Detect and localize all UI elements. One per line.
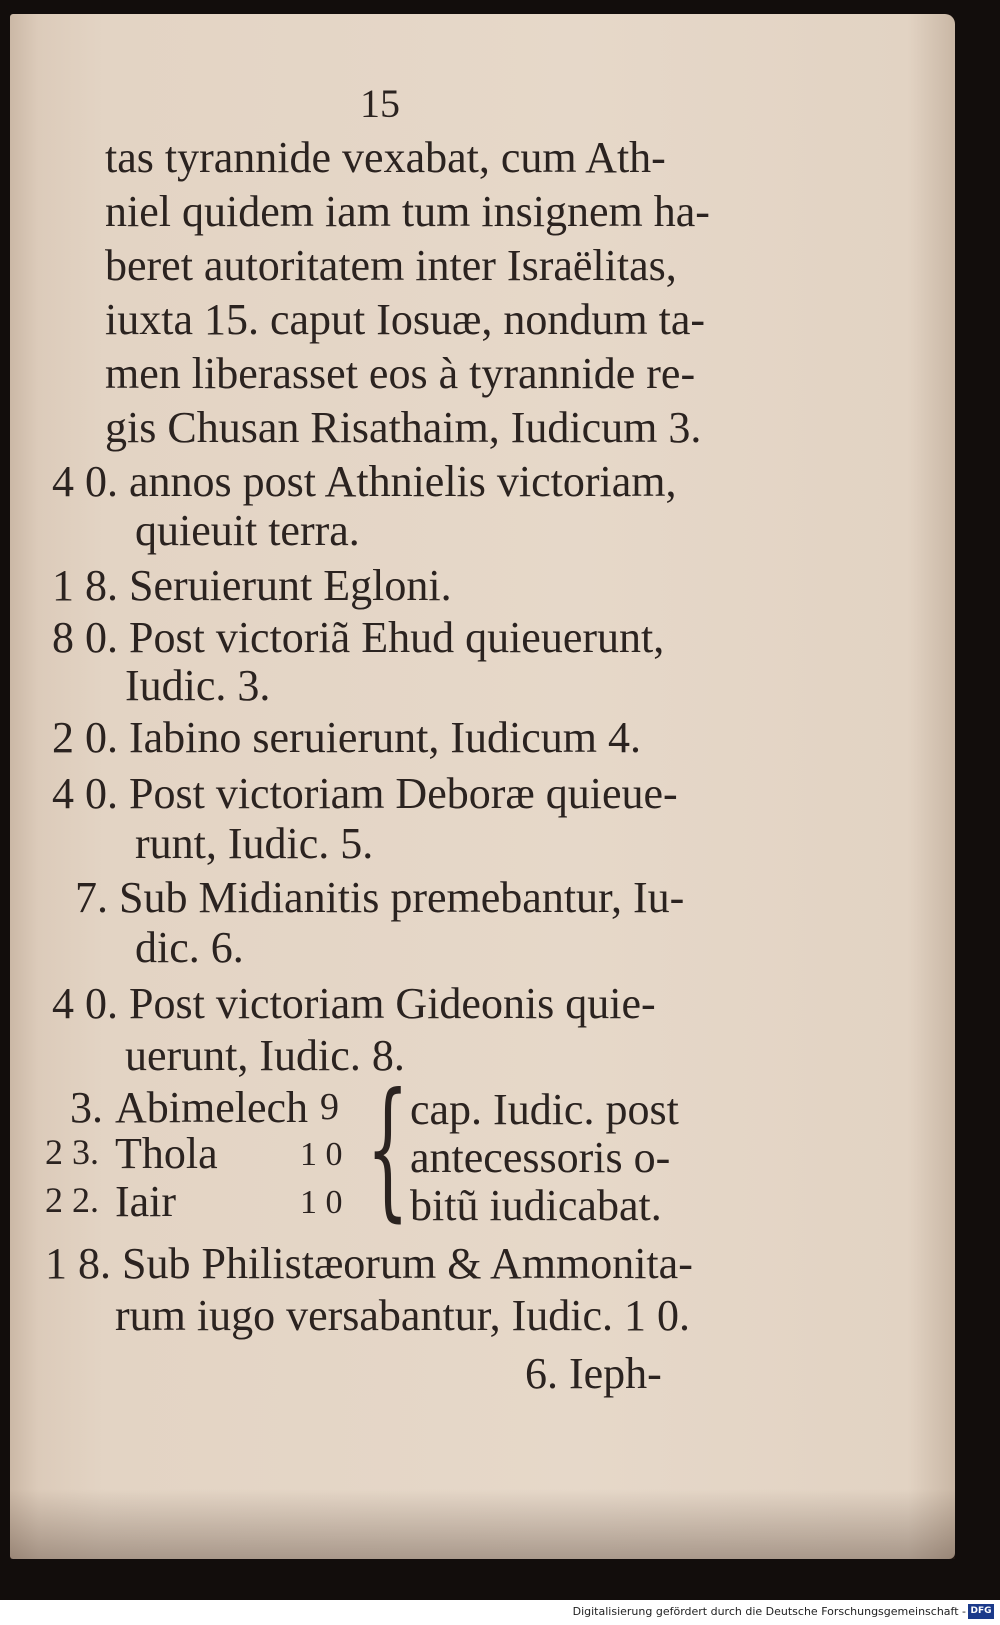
dfg-logo: DFG [968,1604,994,1619]
judge-name: Thola [115,1129,218,1178]
text-line: uerunt, Iudic. 8. [125,1031,405,1080]
text-line: 4 0. annos post Athnielis victoriam, [52,457,677,506]
text-line: 2 0. Iabino seruierunt, Iudicum 4. [52,713,641,762]
text-line: 4 0. Post victoriam Gideonis quie- [52,979,656,1028]
text-line: 8 0. Post victoriã Ehud quieuerunt, [52,613,665,662]
book-page [10,14,955,1559]
page-text [10,14,955,1559]
judge-chapter: 9 [320,1086,339,1128]
curly-brace: { [366,1062,410,1236]
judge-name: Abimelech [115,1083,309,1132]
page-number: 15 [360,81,400,126]
judge-name: Iair [115,1177,177,1226]
text-line: gis Chusan Risathaim, Iudicum 3. [105,403,702,452]
text-line: beret autoritatem inter Israëlitas, [105,241,677,290]
brace-note-line: cap. Iudic. post [410,1085,679,1134]
text-line: quieuit terra. [135,506,360,555]
footer-bar [0,1600,1000,1625]
text-line: dic. 6. [135,923,244,972]
judge-chapter: 1 0 [300,1184,343,1221]
text-line: niel quidem iam tum insignem ha- [105,187,710,236]
judge-chapter: 1 0 [300,1136,343,1173]
brace-note-line: bitũ iudicabat. [410,1181,662,1230]
judge-years: 3. [70,1083,103,1132]
text-line: 4 0. Post victoriam Deboræ quieue- [52,769,678,818]
text-line: 1 8. Seruierunt Egloni. [52,561,452,610]
text-line: iuxta 15. caput Iosuæ, nondum ta- [105,295,706,344]
brace-note-line: antecessoris o- [410,1133,671,1182]
text-line: Iudic. 3. [125,661,271,710]
text-line: 1 8. Sub Philistæorum & Ammonita- [45,1239,693,1288]
judge-years: 2 3. [45,1132,99,1172]
judge-years: 2 2. [45,1180,99,1220]
text-line: men liberasset eos à tyrannide re- [105,349,696,398]
catchword: 6. Ieph- [525,1349,662,1398]
text-line: rum iugo versabantur, Iudic. 1 0. [115,1291,690,1340]
text-line: tas tyrannide vexabat, cum Ath- [105,133,666,182]
footer-credit: Digitalisierung gefördert durch die Deutsche Forschungsgemeinschaft - [572,1605,966,1618]
text-line: runt, Iudic. 5. [135,819,374,868]
text-line: 7. Sub Midianitis premebantur, Iu- [75,873,685,922]
